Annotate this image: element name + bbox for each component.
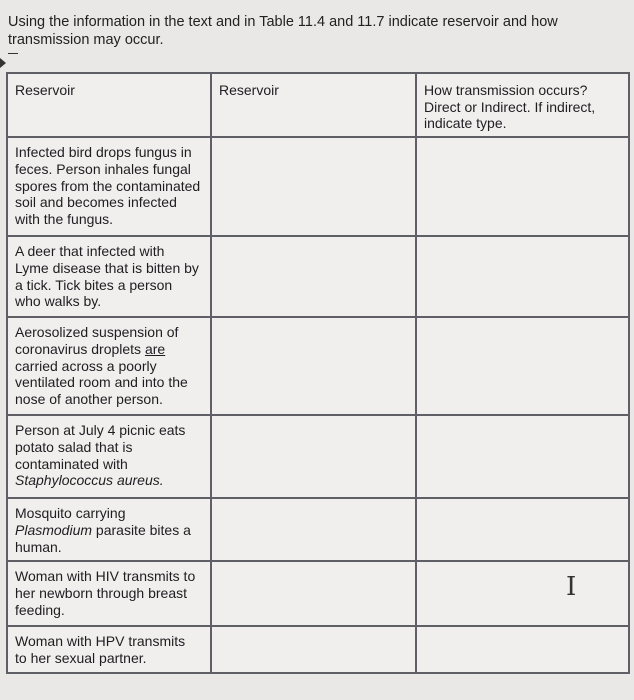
transmission-answer-cell[interactable]: [416, 415, 629, 498]
text-cursor-icon: I: [566, 572, 577, 602]
table-row: [7, 561, 629, 626]
header-scenario: Reservoir: [7, 73, 211, 137]
reservoir-answer-cell[interactable]: [211, 317, 416, 415]
table-row: [7, 498, 629, 561]
reservoir-answer-cell[interactable]: [211, 561, 416, 626]
transmission-answer-cell[interactable]: [416, 626, 629, 673]
table-row: [7, 317, 629, 415]
transmission-answer-cell[interactable]: [416, 498, 629, 561]
reservoir-answer-cell[interactable]: [211, 626, 416, 673]
reservoir-answer-cell[interactable]: [211, 236, 416, 317]
scenario-cell: Person at July 4 picnic eats potato salad that is contaminated with Staphylococcus aureus.: [7, 415, 211, 498]
table-row: [7, 626, 629, 673]
header-reservoir: Reservoir: [211, 73, 416, 137]
instructions: [8, 13, 608, 49]
arrow-icon: [0, 58, 6, 68]
scenario-cell: Infected bird drops fungus in feces. Person inhales fungal spores from the contaminated soil and becomes infected with the fungus.: [7, 137, 211, 236]
reservoir-table: [6, 72, 630, 674]
header-transmission: How transmission occurs? Direct or Indirect. If indirect, indicate type.: [416, 73, 629, 137]
transmission-answer-cell[interactable]: [416, 561, 629, 626]
instructions-line-2: transmission may occur.: [8, 32, 164, 48]
table-row: [7, 236, 629, 317]
scenario-cell: A deer that infected with Lyme disease that is bitten by a tick. Tick bites a person who walks by.: [7, 236, 211, 317]
table-row: [7, 415, 629, 498]
reservoir-answer-cell[interactable]: [211, 415, 416, 498]
table-header-row: [7, 73, 629, 137]
scenario-cell: Woman with HIV transmits to her newborn through breast feeding.: [7, 561, 211, 626]
scenario-cell: Mosquito carrying Plasmodium parasite bites a human.: [7, 498, 211, 561]
instructions-line-1: Using the information in the text and in Table 11.4 and 11.7 indicate reservoir and how: [8, 14, 558, 30]
scenario-cell: Aerosolized suspension of coronavirus droplets are carried across a poorly ventilated room and into the nose of another person.: [7, 317, 211, 415]
scenario-cell: Woman with HPV transmits to her sexual partner.: [7, 626, 211, 673]
transmission-answer-cell[interactable]: [416, 317, 629, 415]
table-row: [7, 137, 629, 236]
transmission-answer-cell[interactable]: [416, 137, 629, 236]
reservoir-answer-cell[interactable]: [211, 498, 416, 561]
reservoir-answer-cell[interactable]: [211, 137, 416, 236]
margin-mark: [8, 53, 18, 54]
transmission-answer-cell[interactable]: [416, 236, 629, 317]
